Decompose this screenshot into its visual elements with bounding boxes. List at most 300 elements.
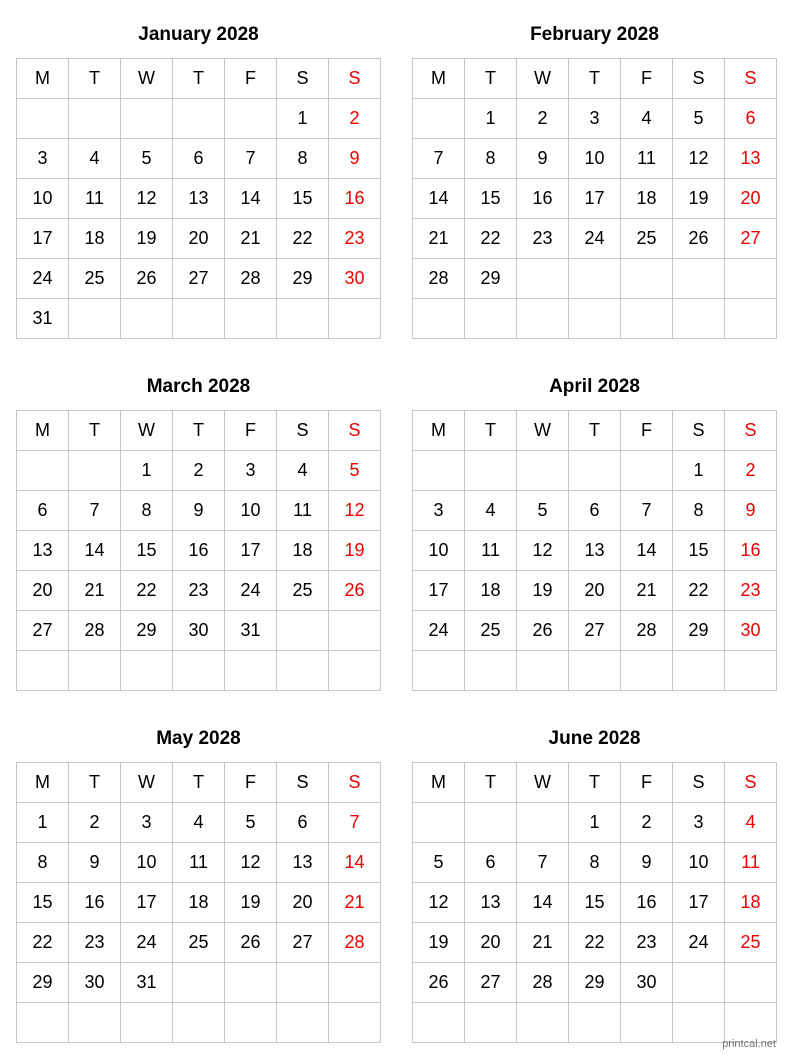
day-cell: 28 [621, 611, 673, 651]
day-cell [17, 99, 69, 139]
day-cell: 13 [569, 531, 621, 571]
week-row [17, 219, 381, 259]
weekday-header: F [621, 59, 673, 99]
day-cell [569, 299, 621, 339]
weekday-header: S [673, 411, 725, 451]
day-cell: 2 [517, 99, 569, 139]
day-cell: 1 [17, 803, 69, 843]
day-cell: 24 [673, 923, 725, 963]
day-cell: 26 [121, 259, 173, 299]
weekday-header: M [17, 763, 69, 803]
calendar-grid [16, 58, 381, 339]
day-cell: 5 [225, 803, 277, 843]
day-cell [329, 651, 381, 691]
day-cell [413, 1003, 465, 1043]
day-cell: 3 [17, 139, 69, 179]
day-cell: 15 [17, 883, 69, 923]
day-cell: 27 [725, 219, 777, 259]
day-cell [725, 1003, 777, 1043]
day-cell: 28 [413, 259, 465, 299]
week-row [413, 803, 777, 843]
day-cell: 2 [69, 803, 121, 843]
day-cell: 7 [621, 491, 673, 531]
day-cell: 11 [621, 139, 673, 179]
day-cell: 29 [17, 963, 69, 1003]
week-row [413, 139, 777, 179]
day-cell: 19 [121, 219, 173, 259]
weekday-header: F [225, 411, 277, 451]
day-cell [569, 1003, 621, 1043]
day-cell: 10 [569, 139, 621, 179]
day-cell [277, 963, 329, 1003]
week-row [17, 139, 381, 179]
day-cell [69, 299, 121, 339]
weekday-header: W [517, 763, 569, 803]
day-cell: 20 [465, 923, 517, 963]
day-cell: 14 [621, 531, 673, 571]
day-cell [277, 299, 329, 339]
day-cell: 29 [569, 963, 621, 1003]
day-cell: 6 [465, 843, 517, 883]
day-cell: 22 [17, 923, 69, 963]
week-row [413, 179, 777, 219]
weekday-header: T [569, 59, 621, 99]
weekday-header: W [121, 411, 173, 451]
day-cell [725, 299, 777, 339]
day-cell: 10 [673, 843, 725, 883]
day-cell: 6 [569, 491, 621, 531]
day-cell: 1 [569, 803, 621, 843]
day-cell: 7 [69, 491, 121, 531]
week-row [413, 963, 777, 1003]
day-cell: 4 [465, 491, 517, 531]
day-cell [413, 651, 465, 691]
week-row [17, 1003, 381, 1043]
day-cell: 21 [413, 219, 465, 259]
day-cell: 19 [225, 883, 277, 923]
day-cell [173, 651, 225, 691]
day-cell: 15 [465, 179, 517, 219]
day-cell: 15 [673, 531, 725, 571]
day-cell: 29 [465, 259, 517, 299]
day-cell: 11 [173, 843, 225, 883]
day-cell: 14 [69, 531, 121, 571]
weekday-header: F [225, 59, 277, 99]
day-cell: 6 [277, 803, 329, 843]
day-cell: 12 [121, 179, 173, 219]
day-cell: 31 [17, 299, 69, 339]
day-cell: 24 [569, 219, 621, 259]
week-row [413, 1003, 777, 1043]
day-cell: 16 [725, 531, 777, 571]
day-cell: 17 [673, 883, 725, 923]
day-cell [69, 451, 121, 491]
day-cell: 19 [413, 923, 465, 963]
weekday-header: T [569, 763, 621, 803]
day-cell: 30 [173, 611, 225, 651]
week-row [413, 651, 777, 691]
month-february [412, 24, 777, 339]
day-cell [673, 963, 725, 1003]
day-cell [69, 651, 121, 691]
day-cell: 30 [69, 963, 121, 1003]
day-cell [621, 1003, 673, 1043]
day-cell: 22 [277, 219, 329, 259]
week-row [413, 611, 777, 651]
month-april [412, 376, 777, 691]
day-cell: 2 [173, 451, 225, 491]
day-cell: 8 [569, 843, 621, 883]
week-row [17, 571, 381, 611]
day-cell [673, 651, 725, 691]
day-cell [621, 299, 673, 339]
day-cell [517, 299, 569, 339]
month-title: June 2028 [548, 728, 641, 749]
day-cell [173, 299, 225, 339]
weekday-header: M [413, 59, 465, 99]
week-row [17, 883, 381, 923]
day-cell [465, 803, 517, 843]
day-cell: 7 [413, 139, 465, 179]
day-cell: 8 [121, 491, 173, 531]
day-cell: 10 [225, 491, 277, 531]
weekday-header: S [673, 59, 725, 99]
day-cell: 29 [121, 611, 173, 651]
day-cell: 27 [569, 611, 621, 651]
day-cell: 5 [121, 139, 173, 179]
calendar-grid [16, 762, 381, 1043]
day-cell: 20 [725, 179, 777, 219]
day-cell [673, 1003, 725, 1043]
day-cell: 2 [621, 803, 673, 843]
weekday-header: S [725, 411, 777, 451]
day-cell [621, 259, 673, 299]
day-cell: 21 [69, 571, 121, 611]
day-cell: 26 [517, 611, 569, 651]
week-row [413, 491, 777, 531]
day-cell: 25 [621, 219, 673, 259]
day-cell: 18 [465, 571, 517, 611]
day-cell: 6 [725, 99, 777, 139]
day-cell [413, 451, 465, 491]
day-cell [517, 451, 569, 491]
day-cell: 24 [17, 259, 69, 299]
day-cell: 3 [569, 99, 621, 139]
day-cell [673, 299, 725, 339]
day-cell: 6 [17, 491, 69, 531]
day-cell: 26 [413, 963, 465, 1003]
day-cell: 9 [329, 139, 381, 179]
weekday-header: W [121, 763, 173, 803]
day-cell [621, 451, 673, 491]
day-cell: 22 [673, 571, 725, 611]
week-row [17, 531, 381, 571]
day-cell: 4 [173, 803, 225, 843]
day-cell: 13 [725, 139, 777, 179]
day-cell: 18 [621, 179, 673, 219]
weekday-header-row [17, 411, 381, 451]
weekday-header: T [69, 59, 121, 99]
day-cell: 10 [121, 843, 173, 883]
week-row [17, 651, 381, 691]
day-cell: 14 [517, 883, 569, 923]
day-cell: 28 [329, 923, 381, 963]
day-cell: 22 [121, 571, 173, 611]
weekday-header: F [225, 763, 277, 803]
day-cell: 16 [329, 179, 381, 219]
day-cell: 3 [673, 803, 725, 843]
day-cell: 27 [277, 923, 329, 963]
day-cell: 3 [225, 451, 277, 491]
day-cell: 4 [725, 803, 777, 843]
day-cell [121, 1003, 173, 1043]
day-cell [69, 1003, 121, 1043]
day-cell [569, 259, 621, 299]
week-row [413, 299, 777, 339]
day-cell: 14 [225, 179, 277, 219]
day-cell [517, 651, 569, 691]
day-cell [17, 1003, 69, 1043]
day-cell: 23 [173, 571, 225, 611]
day-cell: 23 [725, 571, 777, 611]
day-cell: 8 [17, 843, 69, 883]
day-cell: 7 [329, 803, 381, 843]
day-cell: 5 [329, 451, 381, 491]
weekday-header: S [277, 411, 329, 451]
footer-credit: printcal.net [722, 1038, 776, 1050]
day-cell: 11 [277, 491, 329, 531]
day-cell: 1 [673, 451, 725, 491]
weekday-header: S [277, 59, 329, 99]
day-cell: 28 [517, 963, 569, 1003]
day-cell: 12 [413, 883, 465, 923]
day-cell [121, 299, 173, 339]
day-cell: 8 [673, 491, 725, 531]
day-cell: 5 [517, 491, 569, 531]
weekday-header: T [173, 411, 225, 451]
week-row [413, 259, 777, 299]
day-cell: 3 [413, 491, 465, 531]
day-cell [517, 1003, 569, 1043]
day-cell: 16 [69, 883, 121, 923]
day-cell: 16 [173, 531, 225, 571]
week-row [413, 923, 777, 963]
day-cell: 14 [413, 179, 465, 219]
day-cell: 19 [329, 531, 381, 571]
day-cell: 14 [329, 843, 381, 883]
day-cell: 7 [517, 843, 569, 883]
day-cell: 4 [69, 139, 121, 179]
day-cell [465, 451, 517, 491]
day-cell: 9 [517, 139, 569, 179]
day-cell: 28 [225, 259, 277, 299]
day-cell: 12 [329, 491, 381, 531]
weekday-header: S [329, 59, 381, 99]
day-cell [329, 299, 381, 339]
day-cell: 20 [569, 571, 621, 611]
day-cell: 25 [69, 259, 121, 299]
weekday-header: S [277, 763, 329, 803]
day-cell: 12 [517, 531, 569, 571]
weekday-header-row [17, 59, 381, 99]
day-cell: 17 [225, 531, 277, 571]
day-cell: 29 [673, 611, 725, 651]
day-cell: 1 [465, 99, 517, 139]
weekday-header: W [121, 59, 173, 99]
day-cell: 18 [69, 219, 121, 259]
day-cell [69, 99, 121, 139]
month-june [412, 728, 777, 1043]
day-cell: 15 [121, 531, 173, 571]
day-cell: 9 [725, 491, 777, 531]
day-cell [277, 611, 329, 651]
day-cell: 22 [465, 219, 517, 259]
weekday-header: T [465, 763, 517, 803]
day-cell: 12 [673, 139, 725, 179]
day-cell [465, 1003, 517, 1043]
weekday-header-row [413, 59, 777, 99]
day-cell: 17 [121, 883, 173, 923]
day-cell: 12 [225, 843, 277, 883]
day-cell: 18 [277, 531, 329, 571]
day-cell [673, 259, 725, 299]
month-may [16, 728, 381, 1043]
weekday-header: S [329, 763, 381, 803]
weekday-header: T [69, 411, 121, 451]
day-cell [725, 651, 777, 691]
weekday-header: T [569, 411, 621, 451]
weekday-header: M [413, 763, 465, 803]
day-cell: 9 [621, 843, 673, 883]
day-cell: 17 [17, 219, 69, 259]
day-cell [465, 651, 517, 691]
day-cell [121, 99, 173, 139]
day-cell: 16 [517, 179, 569, 219]
day-cell: 10 [17, 179, 69, 219]
month-title: March 2028 [146, 376, 251, 397]
calendar-grid [412, 58, 777, 339]
day-cell: 31 [225, 611, 277, 651]
day-cell: 23 [621, 923, 673, 963]
day-cell: 6 [173, 139, 225, 179]
weekday-header: M [17, 59, 69, 99]
day-cell [413, 99, 465, 139]
weekday-header: T [69, 763, 121, 803]
weekday-header-row [17, 763, 381, 803]
day-cell [725, 259, 777, 299]
day-cell: 15 [569, 883, 621, 923]
day-cell: 27 [173, 259, 225, 299]
weekday-header: T [465, 59, 517, 99]
day-cell: 30 [621, 963, 673, 1003]
day-cell: 11 [465, 531, 517, 571]
day-cell: 18 [173, 883, 225, 923]
day-cell [225, 963, 277, 1003]
day-cell: 13 [277, 843, 329, 883]
day-cell: 24 [121, 923, 173, 963]
day-cell [569, 451, 621, 491]
week-row [413, 843, 777, 883]
week-row [17, 491, 381, 531]
week-row [413, 219, 777, 259]
day-cell: 15 [277, 179, 329, 219]
month-march [16, 376, 381, 691]
day-cell [413, 803, 465, 843]
day-cell: 25 [173, 923, 225, 963]
weekday-header: T [173, 763, 225, 803]
week-row [413, 99, 777, 139]
week-row [17, 179, 381, 219]
weekday-header: W [517, 411, 569, 451]
week-row [17, 259, 381, 299]
day-cell [277, 651, 329, 691]
day-cell: 24 [225, 571, 277, 611]
day-cell: 9 [69, 843, 121, 883]
day-cell [225, 299, 277, 339]
day-cell [121, 651, 173, 691]
day-cell: 30 [725, 611, 777, 651]
day-cell [329, 611, 381, 651]
week-row [413, 571, 777, 611]
day-cell: 29 [277, 259, 329, 299]
calendar-grid [412, 762, 777, 1043]
day-cell [225, 651, 277, 691]
day-cell: 16 [621, 883, 673, 923]
day-cell [517, 259, 569, 299]
day-cell: 8 [277, 139, 329, 179]
weekday-header: S [329, 411, 381, 451]
day-cell [173, 963, 225, 1003]
day-cell: 4 [277, 451, 329, 491]
day-cell [173, 99, 225, 139]
week-row [17, 451, 381, 491]
day-cell: 18 [725, 883, 777, 923]
day-cell [17, 451, 69, 491]
day-cell: 23 [69, 923, 121, 963]
day-cell: 23 [517, 219, 569, 259]
day-cell: 21 [329, 883, 381, 923]
day-cell [413, 299, 465, 339]
weekday-header: M [413, 411, 465, 451]
day-cell: 31 [121, 963, 173, 1003]
day-cell: 10 [413, 531, 465, 571]
weekday-header: F [621, 411, 673, 451]
day-cell: 23 [329, 219, 381, 259]
day-cell [621, 651, 673, 691]
month-title: January 2028 [138, 24, 259, 45]
weekday-header: S [725, 763, 777, 803]
day-cell [225, 1003, 277, 1043]
weekday-header: W [517, 59, 569, 99]
day-cell: 26 [329, 571, 381, 611]
weekday-header: S [725, 59, 777, 99]
day-cell: 13 [465, 883, 517, 923]
month-title: May 2028 [156, 728, 241, 749]
week-row [413, 883, 777, 923]
day-cell: 11 [69, 179, 121, 219]
weekday-header: S [673, 763, 725, 803]
day-cell: 22 [569, 923, 621, 963]
month-title: February 2028 [530, 24, 659, 45]
day-cell: 1 [121, 451, 173, 491]
day-cell: 21 [621, 571, 673, 611]
week-row [413, 531, 777, 571]
day-cell: 19 [673, 179, 725, 219]
day-cell: 13 [173, 179, 225, 219]
day-cell: 26 [225, 923, 277, 963]
weekday-header-row [413, 411, 777, 451]
day-cell: 19 [517, 571, 569, 611]
